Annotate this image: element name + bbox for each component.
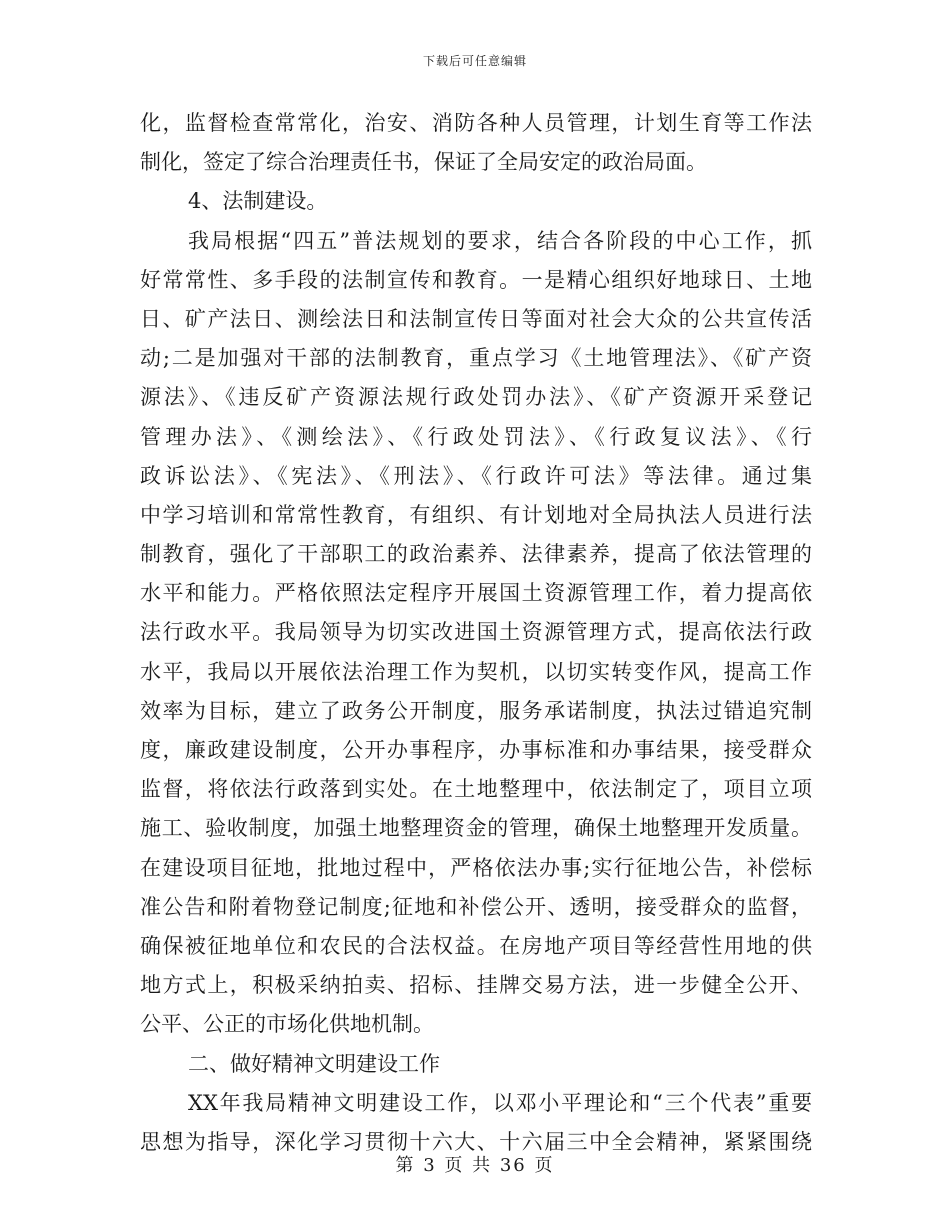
body-line: 好常常性、多手段的法制宣传和教育。一是精心组织好地球日、土地 xyxy=(140,267,812,292)
body-line: 源法》、《违反矿产资源法规行政处罚办法》、《矿产资源开采登记 xyxy=(140,385,812,410)
paragraph-first-line: XX年我局精神文明建设工作，以邓小平理论和“三个代表”重要 xyxy=(188,1090,812,1115)
body-line: 水平和能力。严格依照法定程序开展国土资源管理工作，着力提高依 xyxy=(140,581,812,606)
body-line: 管理办法》、《测绘法》、《行政处罚法》、《行政复议法》、《行 xyxy=(140,424,812,449)
body-line: 监督，将依法行政落到实处。在土地整理中，依法制定了，项目立项 xyxy=(140,777,812,802)
page-footer: 第 3 页 共 36 页 xyxy=(395,1155,555,1176)
body-line: 中学习培训和常常性教育，有组织、有计划地对全局执法人员进行法 xyxy=(140,502,812,527)
body-line: 思想为指导，深化学习贯彻十六大、十六届三中全会精神，紧紧围绕 xyxy=(140,1129,812,1154)
paragraph-first-line: 我局根据“四五”普法规划的要求，结合各阶段的中心工作，抓 xyxy=(188,228,812,253)
body-line: 化，监督检查常常化，治安、消防各种人员管理，计划生育等工作法 xyxy=(140,111,812,135)
page-header: 下载后可任意编辑 xyxy=(422,54,527,68)
body-line: 地方式上，积极采纳拍卖、招标、挂牌交易方法，进一步健全公开、 xyxy=(140,973,812,998)
body-line: 在建设项目征地，批地过程中，严格依法办事;实行征地公告，补偿标 xyxy=(140,855,812,880)
body-line: 效率为目标，建立了政务公开制度，服务承诺制度，执法过错追究制 xyxy=(140,698,812,723)
section-heading: 二、做好精神文明建设工作 xyxy=(188,1051,440,1076)
body-line: 施工、验收制度，加强土地整理资金的管理，确保土地整理开发质量。 xyxy=(140,816,812,841)
body-line: 日、矿产法日、测绘法日和法制宣传日等面对社会大众的公共宣传活 xyxy=(140,306,812,331)
body-line: 制教育，强化了干部职工的政治素养、法律素养，提高了依法管理的 xyxy=(140,542,812,567)
body-line: 度，廉政建设制度，公开办事程序，办事标准和办事结果，接受群众 xyxy=(140,738,812,762)
document-body xyxy=(140,104,812,1162)
body-line: 准公告和附着物登记制度;征地和补偿公开、透明，接受群众的监督， xyxy=(140,894,812,919)
body-line: 法行政水平。我局领导为切实改进国土资源管理方式，提高依法行政 xyxy=(140,620,812,645)
body-line: 动;二是加强对干部的法制教育，重点学习《土地管理法》、《矿产资 xyxy=(140,346,812,371)
body-line: 政诉讼法》、《宪法》、《刑法》、《行政许可法》等法律。通过集 xyxy=(140,463,812,488)
body-line: 水平，我局以开展依法治理工作为契机，以切实转变作风，提高工作 xyxy=(140,659,812,684)
section-heading: 4、法制建设。 xyxy=(188,189,328,214)
body-line: 制化，签定了综合治理责任书，保证了全局安定的政治局面。 xyxy=(140,150,707,175)
body-line: 确保被征地单位和农民的合法权益。在房地产项目等经营性用地的供 xyxy=(140,933,812,958)
body-line: 公平、公正的市场化供地机制。 xyxy=(140,1012,434,1037)
